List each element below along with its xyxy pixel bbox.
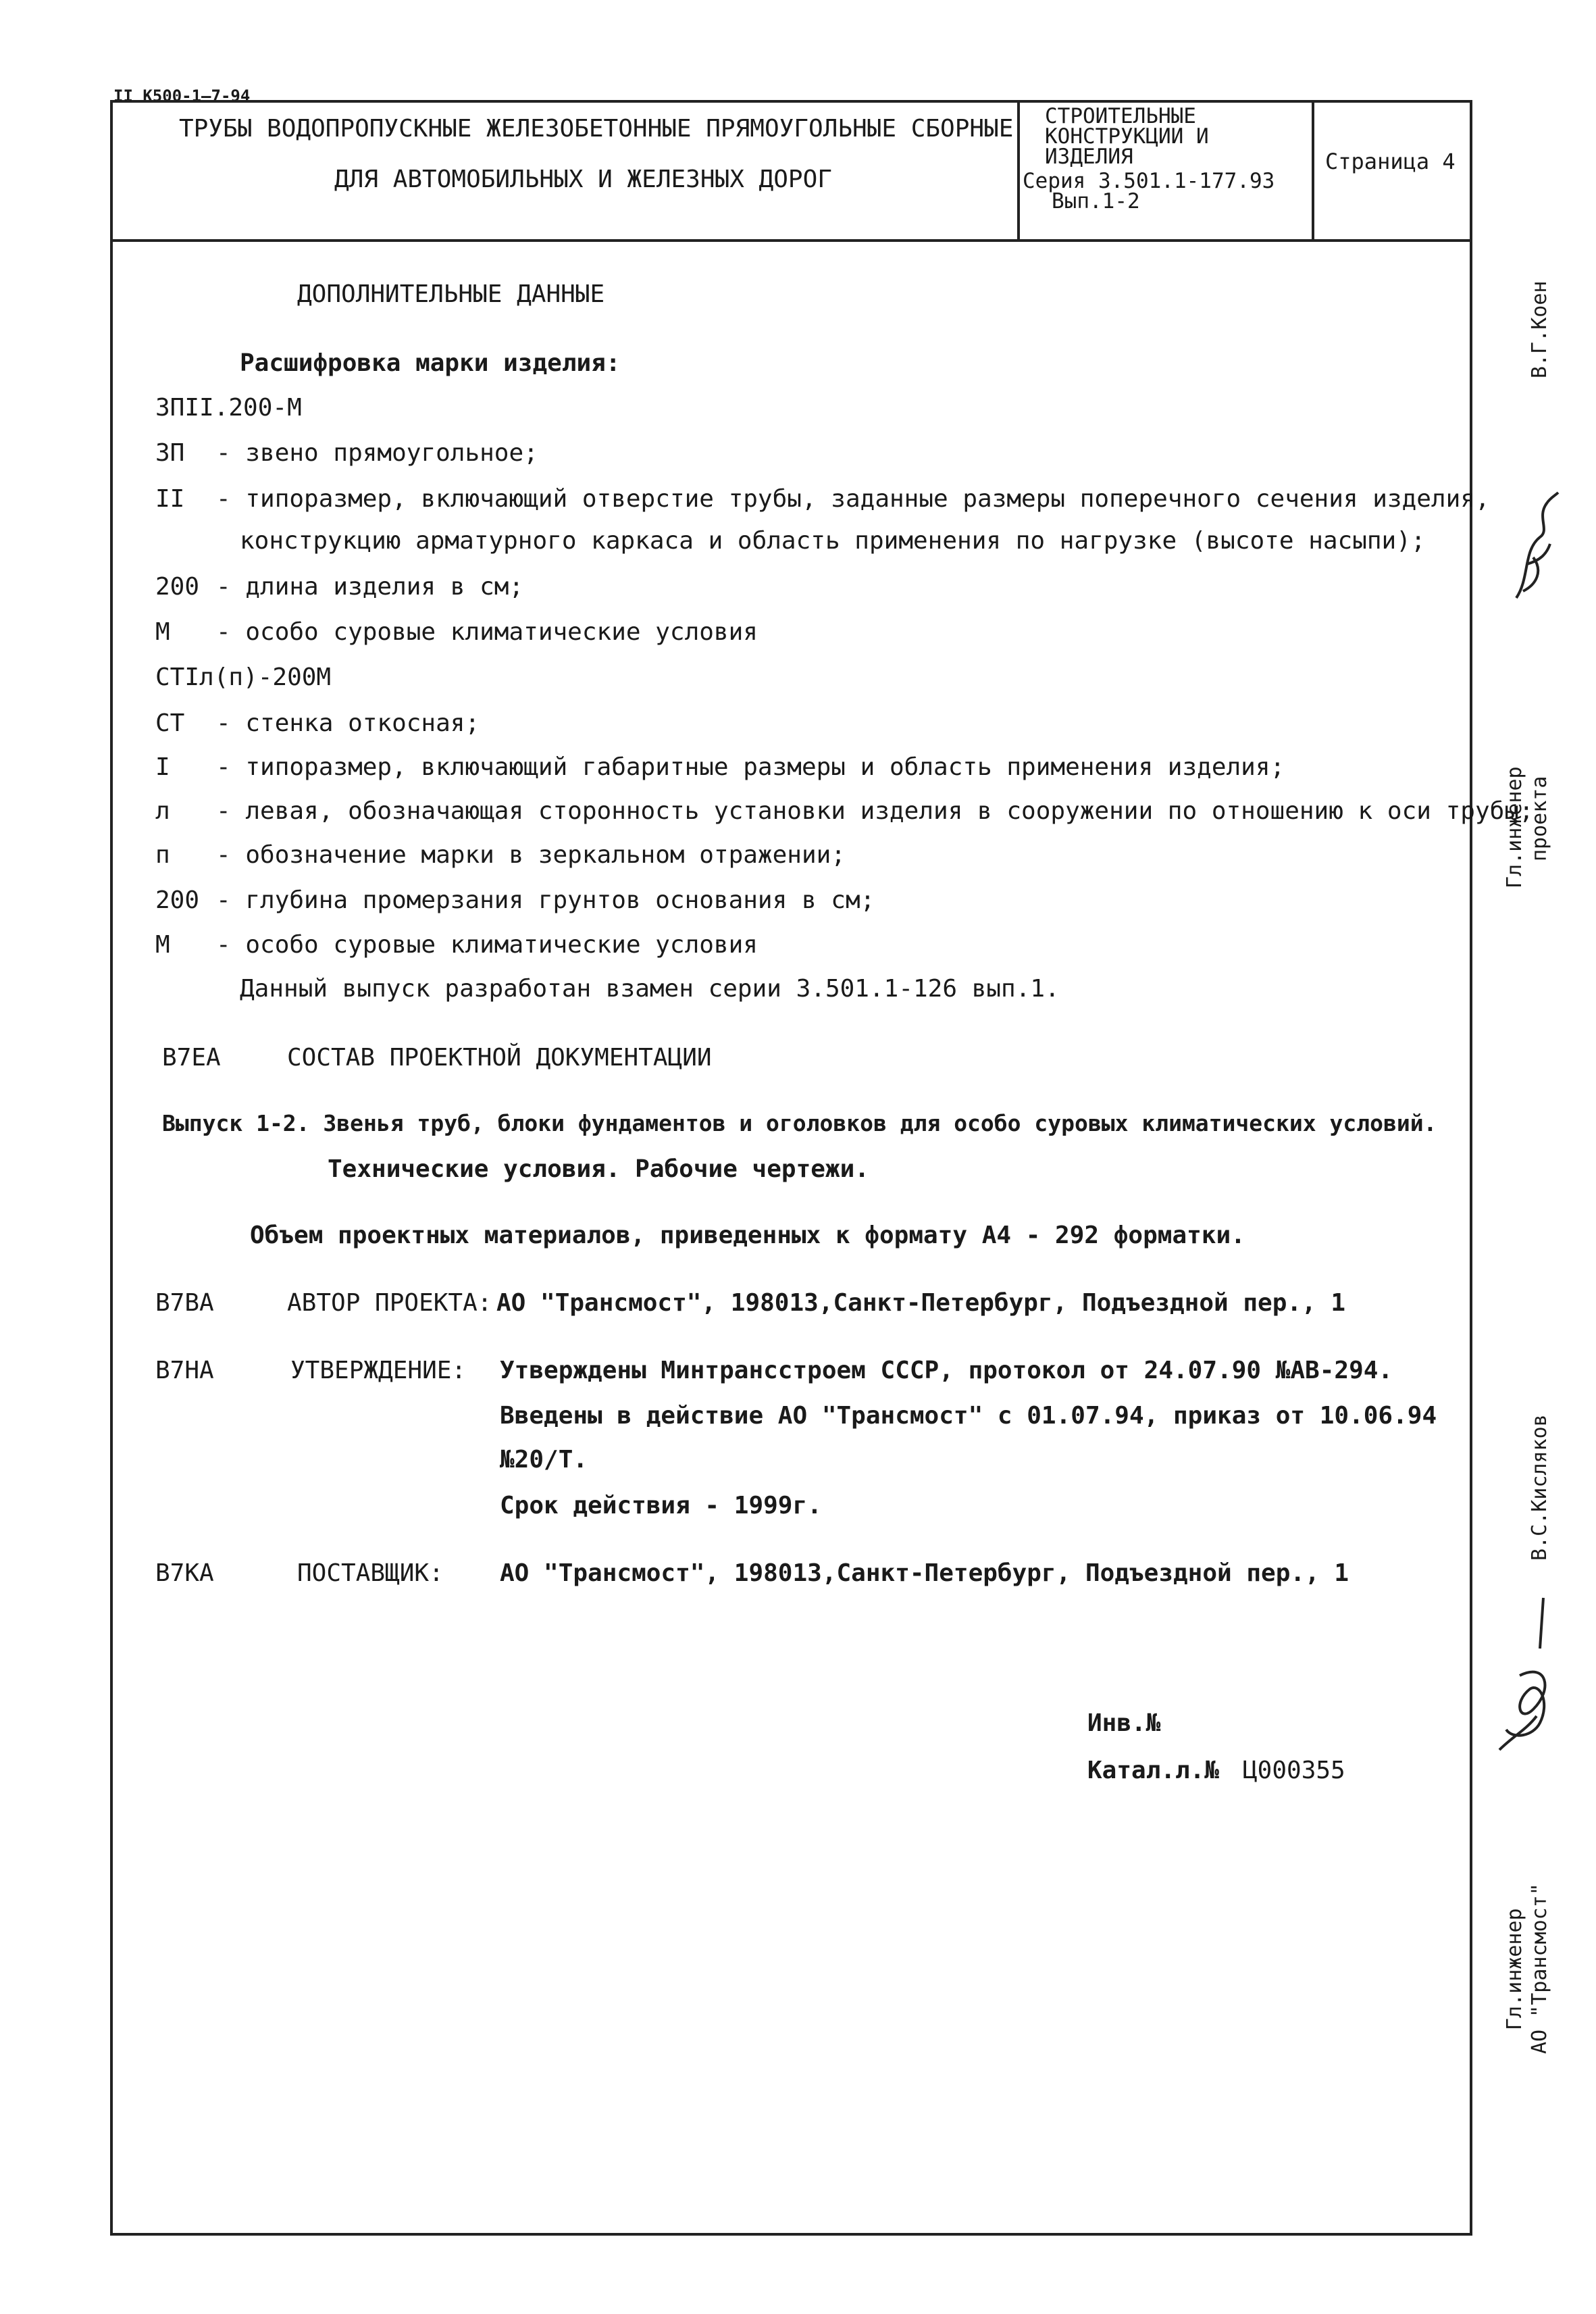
sidebar-role-1-line2: проекта: [1528, 776, 1551, 861]
stamp-line-3: ИЗДЕЛИЯ: [1045, 145, 1133, 169]
page-number: Страница 4: [1325, 149, 1456, 174]
b7ha-code: В7НА: [155, 1357, 214, 1384]
b7ka-code: В7КА: [155, 1559, 214, 1587]
signature-1: [1503, 490, 1564, 605]
desc-i: - типоразмер, включающий габаритные размеры и область применения изделия;: [216, 753, 1285, 781]
mark-1: ЗПII.200-М: [155, 394, 302, 422]
sidebar-role-2-line1: Гл.инженер: [1503, 1908, 1526, 2030]
document-code: II K500-1—7-94: [113, 86, 251, 105]
code-zp: ЗП: [155, 439, 185, 467]
desc-200: - длина изделия в см;: [216, 573, 524, 601]
code-200-2: 200: [155, 886, 200, 914]
code-l: л: [155, 797, 170, 825]
b7ea-title: СОСТАВ ПРОЕКТНОЙ ДОКУМЕНТАЦИИ: [287, 1044, 712, 1072]
sidebar-role-2-line2: АО "Трансмост": [1528, 1883, 1551, 2054]
b7ba-label: АВТОР ПРОЕКТА:: [287, 1289, 492, 1317]
header-divider-2: [1312, 100, 1314, 242]
b7ea-line2: Технические условия. Рабочие чертежи.: [328, 1155, 869, 1183]
b7ha-line2: Введены в действие АО "Трансмост" с 01.07.94, приказ от 10.06.94: [500, 1402, 1437, 1430]
code-200: 200: [155, 573, 200, 601]
code-m-2: М: [155, 931, 170, 959]
series-stamp: [1021, 105, 1312, 240]
code-ii: II: [155, 485, 185, 513]
b7ea-volume: Объем проектных материалов, приведенных к формату А4 - 292 форматки.: [250, 1222, 1245, 1249]
b7ha-line3: №20/Т.: [500, 1446, 588, 1474]
stamp-line-4: Серия 3.501.1-177.93: [1023, 169, 1275, 193]
b7ka-label: ПОСТАВЩИК:: [297, 1559, 444, 1587]
catalog-label: Катал.л.№: [1087, 1757, 1220, 1784]
document-title-line1: ТРУБЫ ВОДОПРОПУСКНЫЕ ЖЕЛЕЗОБЕТОННЫЕ ПРЯМОУГОЛЬНЫЕ СБОРНЫЕ: [179, 115, 1014, 143]
sidebar-name-1: В.Г.Коен: [1528, 280, 1551, 378]
sidebar-role-1-line1: Гл.инженер: [1503, 766, 1526, 888]
desc-200-2: - глубина промерзания грунтов основания в см;: [216, 886, 875, 914]
sidebar-name-2: В.С.Кисляков: [1528, 1414, 1551, 1561]
desc-ii-cont: конструкцию арматурного каркаса и область применения по нагрузке (высоте насыпи);: [240, 527, 1426, 555]
b7ha-label: УТВЕРЖДЕНИЕ:: [290, 1357, 467, 1384]
header-divider-1: [1017, 100, 1020, 242]
code-m: М: [155, 618, 170, 646]
signature-2: [1472, 1594, 1560, 1770]
document-title-line2: ДЛЯ АВТОМОБИЛЬНЫХ И ЖЕЛЕЗНЫХ ДОРОГ: [334, 166, 832, 193]
code-p: п: [155, 841, 170, 869]
replaces-note: Данный выпуск разработан взамен серии 3.501.1-126 вып.1.: [240, 975, 1060, 1003]
b7ka-value: АО "Трансмост", 198013,Санкт-Петербург, Подъездной пер., 1: [500, 1559, 1349, 1587]
desc-zp: - звено прямоугольное;: [216, 439, 538, 467]
b7ba-code: В7ВА: [155, 1289, 214, 1317]
desc-st: - стенка откосная;: [216, 709, 480, 737]
stamp-line-1: СТРОИТЕЛЬНЫЕ: [1045, 104, 1196, 128]
b7ea-line1: Выпуск 1-2. Звенья труб, блоки фундаментов и оголовков для особо суровых климатических условий.: [162, 1110, 1437, 1136]
inventory-number: Инв.№: [1087, 1709, 1161, 1737]
code-st: СТ: [155, 709, 185, 737]
mark-2: СТIл(п)-200М: [155, 663, 332, 691]
stamp-line-2: КОНСТРУКЦИИ И: [1045, 124, 1209, 149]
code-i: I: [155, 753, 170, 781]
desc-ii: - типоразмер, включающий отверстие трубы, заданные размеры поперечного сечения изделия,: [216, 485, 1490, 513]
desc-m-2: - особо суровые климатические условия: [216, 931, 758, 959]
b7ha-line4: Срок действия - 1999г.: [500, 1492, 822, 1519]
section-title: ДОПОЛНИТЕЛЬНЫЕ ДАННЫЕ: [297, 280, 605, 308]
stamp-line-5: Вып.1-2: [1052, 189, 1140, 213]
desc-m: - особо суровые климатические условия: [216, 618, 758, 646]
b7ha-line1: Утверждены Минтрансстроем СССР, протокол от 24.07.90 №АВ-294.: [500, 1357, 1393, 1384]
b7ea-code: В7ЕА: [162, 1044, 221, 1072]
desc-l: - левая, обозначающая сторонность установки изделия в сооружении по отношению к оси трубы;: [216, 797, 1534, 825]
b7ba-value: АО "Трансмост", 198013,Санкт-Петербург, Подъездной пер., 1: [496, 1289, 1346, 1317]
decode-heading: Расшифровка марки изделия:: [240, 349, 621, 377]
desc-p: - обозначение марки в зеркальном отражении;: [216, 841, 846, 869]
catalog-value: Ц000355: [1243, 1757, 1345, 1784]
